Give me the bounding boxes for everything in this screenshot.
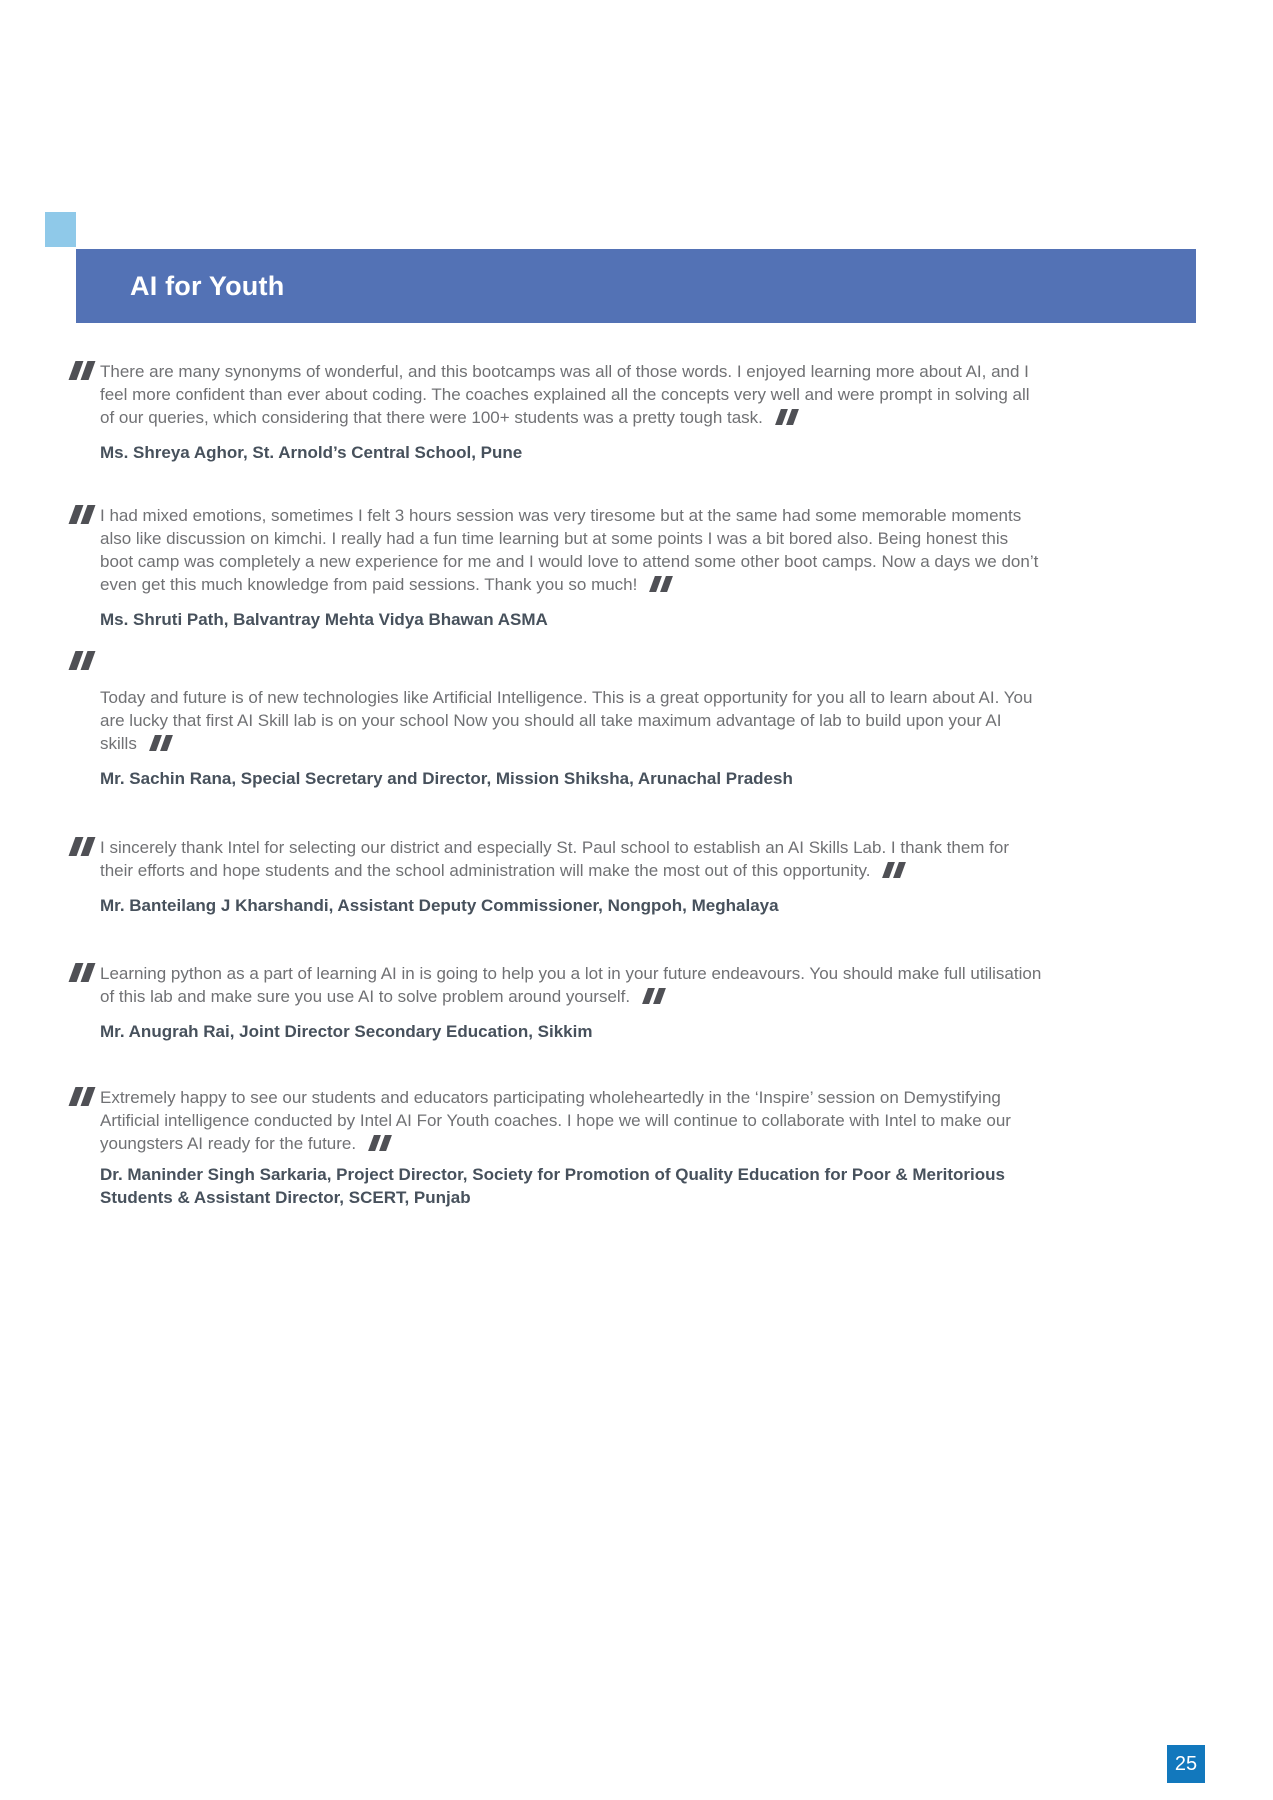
open-quote-icon [72, 837, 96, 862]
testimonials-list [100, 360, 1043, 1249]
testimonial-attribution: Mr. Anugrah Rai, Joint Director Secondary Education, Sikkim [100, 1022, 593, 1041]
open-quote-icon [72, 963, 96, 988]
testimonial-body [100, 651, 1043, 757]
open-quote-icon [72, 505, 96, 530]
testimonial-text: I sincerely thank Intel for selecting our district and especially St. Paul school to establish an AI Skills Lab. I thank them for their efforts and hope students and the school administration will make the most out of this opportunity. [100, 838, 1010, 880]
testimonial-attribution: Mr. Sachin Rana, Special Secretary and Director, Mission Shiksha, Arunachal Pradesh [100, 769, 793, 788]
testimonial-attribution: Dr. Maninder Singh Sarkaria, Project Director, Society for Promotion of Quality Education for Poor & Meritorious Students & Assistant Director, SCERT, Punjab [100, 1165, 1005, 1207]
testimonial-6 [100, 1086, 1043, 1209]
page-number: 25 [1174, 1752, 1198, 1775]
testimonial-text: I had mixed emotions, sometimes I felt 3 hours session was very tiresome but at the same had some memorable moments also like discussion on kimchi. I really had a fun time learning but at some points I was a bit bored also. Being honest this boot camp was completely a new experience for me and I would love to attend some other boot camps. Now a days we don’t even get this much knowledge from paid sessions. Thank you so much! [100, 506, 1039, 594]
testimonial-1 [100, 360, 1043, 464]
testimonial-2 [100, 504, 1043, 631]
section-title: AI for Youth [130, 270, 285, 301]
testimonial-body [100, 836, 1043, 884]
close-quote-icon [652, 575, 674, 598]
open-quote-icon [72, 361, 96, 386]
testimonial-attribution: Ms. Shruti Path, Balvantray Mehta Vidya Bhawan ASMA [100, 610, 548, 629]
close-quote-icon [371, 1134, 393, 1157]
close-quote-icon [885, 861, 907, 884]
testimonial-text: Today and future is of new technologies like Artificial Intelligence. This is a great opportunity for you all to learn about AI. You are lucky that first AI Skill lab is on your school Now you should all take maximum advantage of lab to build upon your AI skills [100, 688, 1033, 753]
close-quote-icon [645, 987, 667, 1010]
testimonial-5 [100, 962, 1043, 1043]
testimonial-4 [100, 836, 1043, 917]
testimonial-body [100, 360, 1043, 431]
testimonial-text: Extremely happy to see our students and educators participating wholeheartedly in the ‘Inspire’ session on Demystifying Artificial intelligence conducted by Intel AI For Youth coaches. I hope we will continue to collaborate with Intel to make our youngsters AI ready for the future. [100, 1088, 1011, 1153]
testimonial-text: Learning python as a part of learning AI in is going to help you a lot in your future endeavours. You should make full utilisation of this lab and make sure you use AI to solve problem around yourself. [100, 964, 1042, 1006]
testimonial-body [100, 1086, 1043, 1157]
testimonial-body [100, 504, 1043, 598]
page-number-badge [1167, 1745, 1205, 1783]
open-quote-icon [72, 651, 1043, 676]
testimonial-attribution: Ms. Shreya Aghor, St. Arnold’s Central School, Pune [100, 443, 523, 462]
testimonial-attribution: Mr. Banteilang J Kharshandi, Assistant Deputy Commissioner, Nongpoh, Meghalaya [100, 896, 779, 915]
close-quote-icon [778, 408, 800, 431]
section-header-banner [76, 249, 1196, 323]
open-quote-icon [72, 1087, 96, 1112]
corner-accent-square [45, 212, 76, 247]
close-quote-icon [152, 734, 174, 757]
testimonial-text: There are many synonyms of wonderful, and this bootcamps was all of those words. I enjoyed learning more about AI, and I feel more confident than ever about coding. The coaches explained all the concepts very well and were prompt in solving all of our queries, which considering that there were 100+ students was a pretty tough task. [100, 362, 1030, 427]
testimonial-3 [100, 651, 1043, 790]
testimonial-body [100, 962, 1043, 1010]
